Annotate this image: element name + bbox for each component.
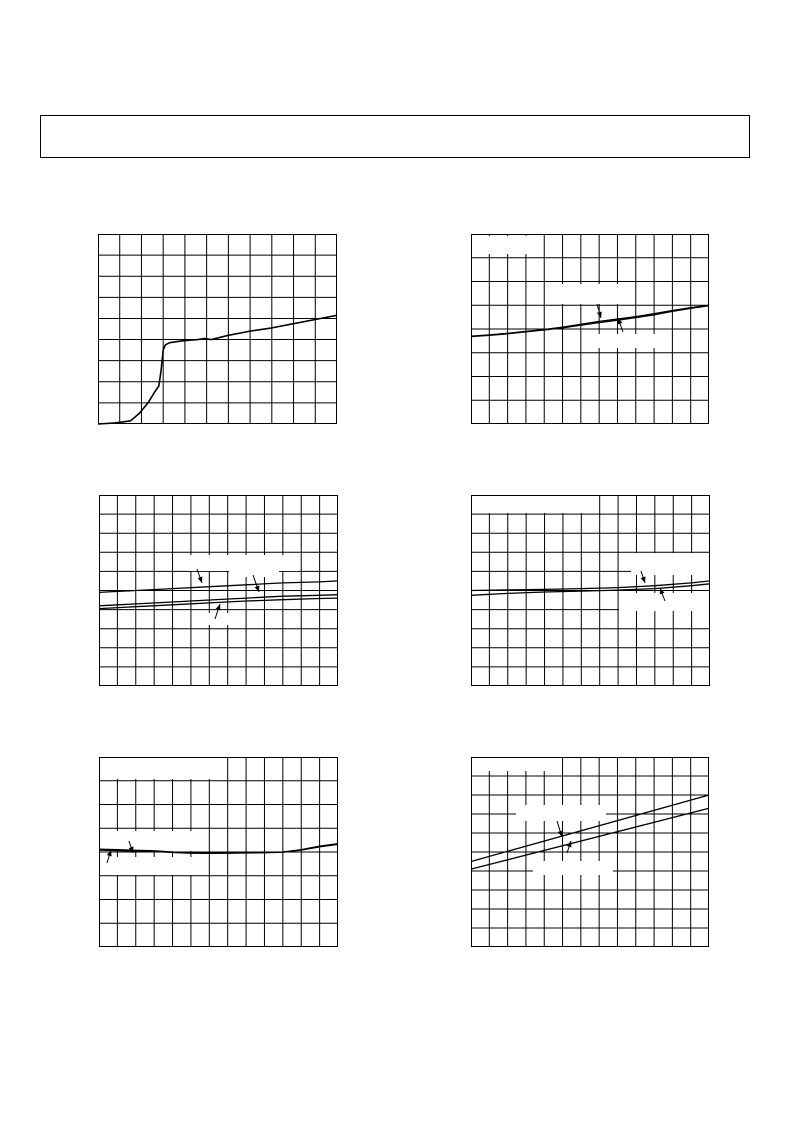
callout-arrow <box>253 575 259 592</box>
callout-box <box>471 495 586 513</box>
chart-6 <box>471 757 709 947</box>
grid <box>99 757 338 947</box>
chart-3 <box>99 495 338 686</box>
grid <box>98 234 337 424</box>
callout-box <box>229 555 279 577</box>
callout-box <box>619 593 709 611</box>
chart-1 <box>98 234 337 424</box>
callout-box <box>631 553 709 575</box>
series-line-1 <box>98 315 337 424</box>
series-line-1 <box>471 581 710 591</box>
callout-arrow <box>557 821 563 837</box>
callout-box <box>99 831 207 851</box>
series-line-1 <box>471 305 709 336</box>
callout-box <box>589 334 659 348</box>
callout-box <box>99 757 224 779</box>
plot-frame <box>99 235 337 424</box>
callout-box <box>99 857 207 875</box>
grid <box>471 234 709 424</box>
chart-2 <box>471 234 709 424</box>
chart-5 <box>99 757 338 947</box>
callout-box <box>533 861 613 875</box>
section-title-box <box>40 115 750 158</box>
callout-box <box>471 236 541 254</box>
callout-arrow <box>567 841 572 853</box>
callout-box <box>516 805 606 821</box>
callout-box <box>549 284 631 304</box>
series-line-2 <box>99 595 338 606</box>
chart-4 <box>471 495 710 686</box>
callout-box <box>471 757 551 771</box>
